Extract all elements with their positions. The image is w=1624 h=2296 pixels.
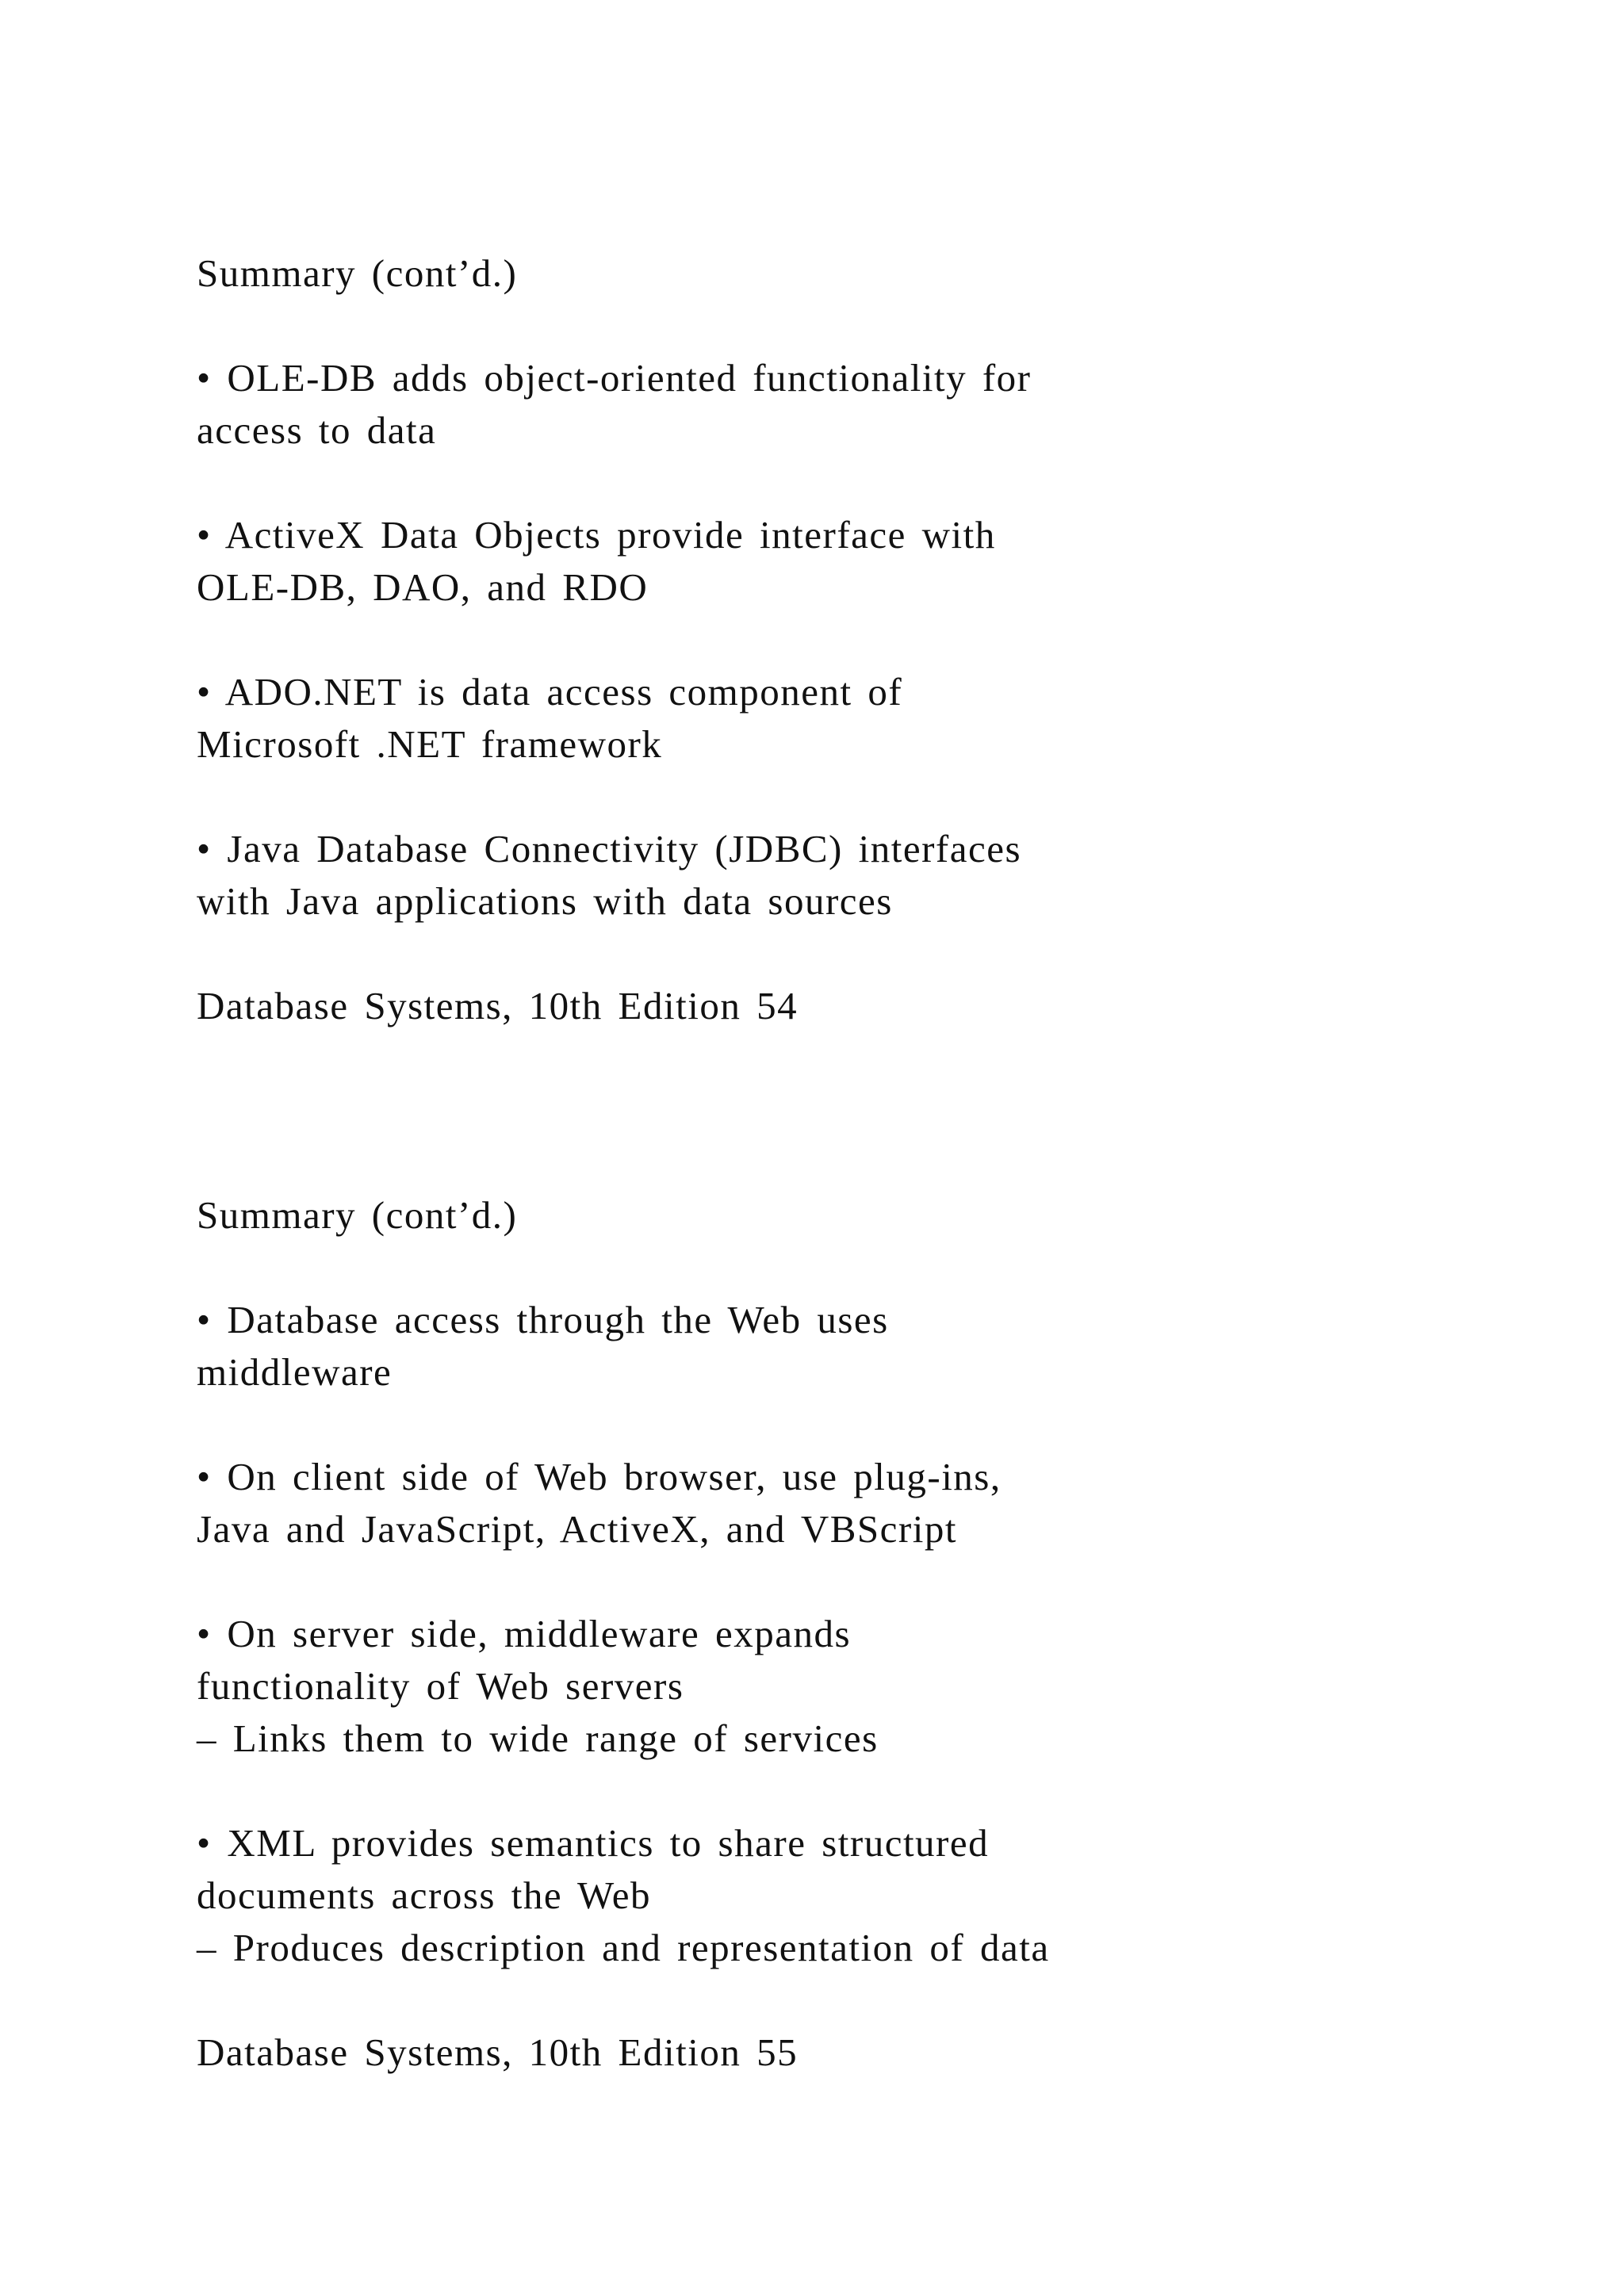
bullet-line: Microsoft .NET framework bbox=[197, 722, 663, 766]
sub-bullet-line: – Produces description and representation of data bbox=[197, 1926, 1050, 1969]
slide-title: Summary (cont’d.) bbox=[197, 1193, 518, 1237]
bullet-line: documents across the Web bbox=[197, 1873, 652, 1917]
bullet-line: Java and JavaScript, ActiveX, and VBScript bbox=[197, 1507, 957, 1551]
bullet-line: • Java Database Connectivity (JDBC) interfaces bbox=[197, 827, 1022, 871]
bullet-line: • ADO.NET is data access component of bbox=[197, 670, 903, 714]
bullet-line: functionality of Web servers bbox=[197, 1664, 684, 1708]
slide-footer: Database Systems, 10th Edition 54 bbox=[197, 984, 799, 1027]
sub-bullet-line: – Links them to wide range of services bbox=[197, 1716, 879, 1760]
bullet-line: with Java applications with data sources bbox=[197, 879, 893, 923]
slide-footer: Database Systems, 10th Edition 55 bbox=[197, 2030, 799, 2074]
bullet-line: access to data bbox=[197, 408, 437, 452]
bullet-line: OLE-DB, DAO, and RDO bbox=[197, 565, 649, 609]
bullet-line: • OLE-DB adds object-oriented functionality for bbox=[197, 356, 1032, 400]
bullet-line: • XML provides semantics to share structured bbox=[197, 1821, 990, 1865]
slide-title: Summary (cont’d.) bbox=[197, 251, 518, 295]
bullet-line: middleware bbox=[197, 1350, 393, 1394]
bullet-line: • On server side, middleware expands bbox=[197, 1612, 852, 1655]
bullet-line: • On client side of Web browser, use plug-ins, bbox=[197, 1455, 1002, 1498]
bullet-line: • ActiveX Data Objects provide interface with bbox=[197, 513, 996, 557]
bullet-line: • Database access through the Web uses bbox=[197, 1298, 889, 1341]
